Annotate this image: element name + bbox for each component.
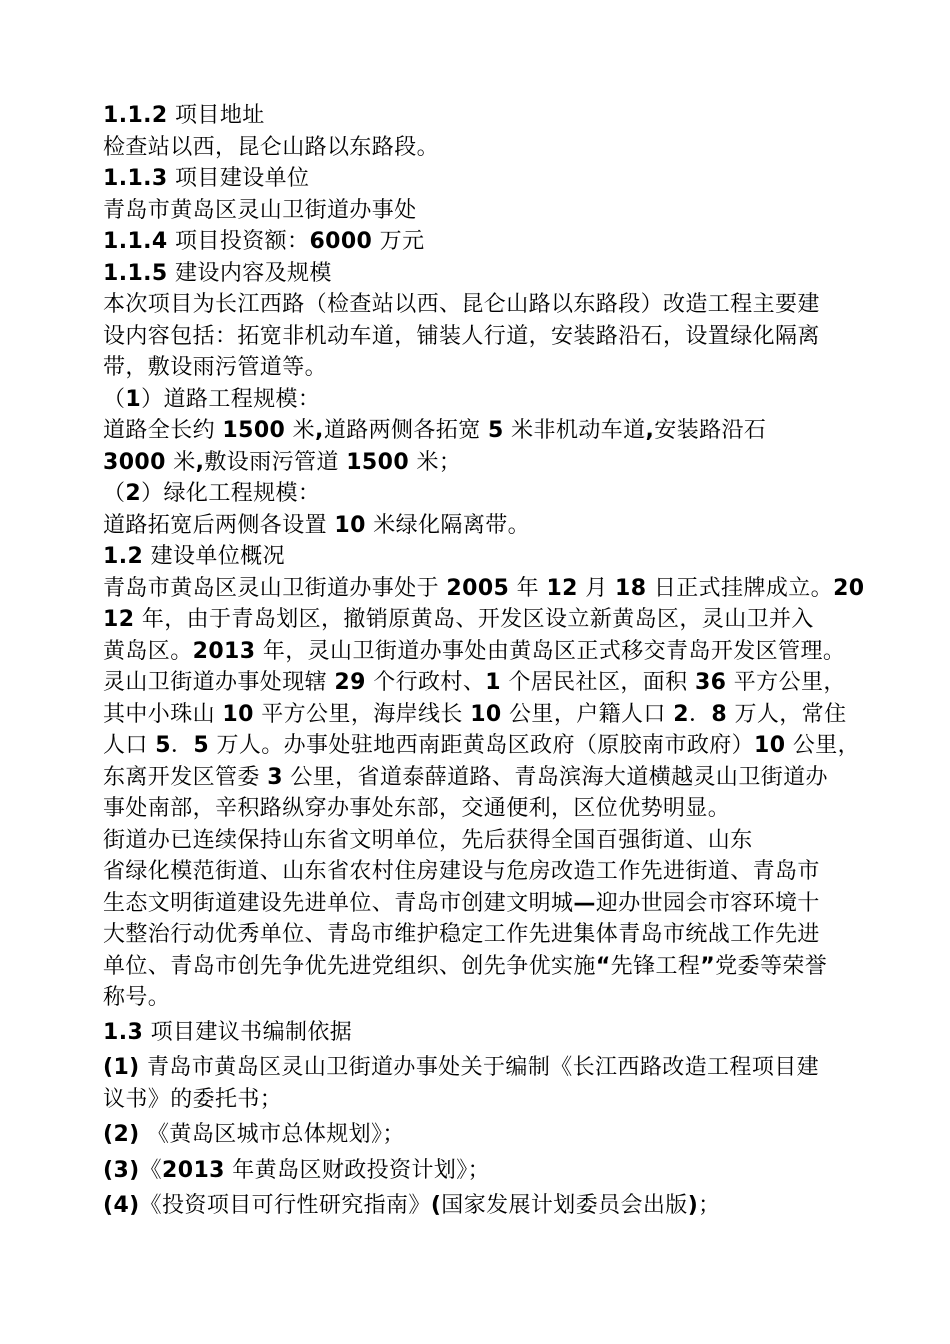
reference-item-2: (2) 《黄岛区城市总体规划》； [103,1122,405,1147]
body-line: 黄岛区。2013 年，灵山卫街道办事处由黄岛区正式移交青岛开发区管理。 [103,638,846,664]
subheading-greening: （2）绿化工程规模： [103,481,321,506]
body-line: 单位、青岛市创先争优先进党组织、创先争优实施“先锋工程”党委等荣誉 [103,953,828,979]
body-line: 青岛市黄岛区灵山卫街道办事处 [103,197,417,223]
body-line: 3000 米,敷设雨污管道 1500 米； [103,449,462,475]
body-line: 事处南部，辛积路纵穿办事处东部，交通便利，区位优势明显。 [103,796,731,821]
body-line: 大整治行动优秀单位、青岛市维护稳定工作先进集体青岛市统战工作先进 [103,922,820,947]
heading-1-1-4: 1.1.4 项目投资额：6000 万元 [103,229,425,254]
heading-1-1-3: 1.1.3 项目建设单位 [103,166,310,191]
body-line: 街道办已连续保持山东省文明单位，先后获得全国百强街道、山东 [103,827,753,853]
body-line: 检查站以西，昆仑山路以东路段。 [103,134,440,160]
body-line: 道路全长约 1500 米,道路两侧各拓宽 5 米非机动车道,安装路沿石 [103,418,767,443]
heading-1-1-5: 1.1.5 建设内容及规模 [103,260,332,286]
body-line: 灵山卫街道办事处现辖 29 个行政村、1 个居民社区，面积 36 平方公里， [103,670,846,695]
heading-1-2: 1.2 建设单位概况 [103,544,285,569]
body-line: 人口 5．5 万人。办事处驻地西南距黄岛区政府（原胶南市政府）10 公里， [103,733,861,758]
body-line: 生态文明街道建设先进单位、青岛市创建文明城—迎办世园会市容环境十 [103,890,820,916]
body-line: 其中小珠山 10 平方公里，海岸线长 10 公里，户籍人口 2．8 万人，常住 [103,701,847,727]
body-line: 省绿化模范街道、山东省农村住房建设与危房改造工作先进街道、青岛市 [103,859,820,884]
subheading-road: （1）道路工程规模： [103,386,321,412]
body-line: 称号。 [103,985,171,1010]
body-line: 设内容包括：拓宽非机动车道，铺装人行道，安装路沿石，设置绿化隔离 [103,323,820,349]
body-line: 道路拓宽后两侧各设置 10 米绿化隔离带。 [103,512,531,538]
body-line: 12 年，由于青岛划区，撤销原黄岛、开发区设立新黄岛区，灵山卫并入 [103,607,814,632]
reference-item-1-cont: 议书》的委托书； [103,1086,283,1112]
reference-item-3: (3)《2013 年黄岛区财政投资计划》； [103,1157,491,1183]
reference-item-4: (4)《投资项目可行性研究指南》(国家发展计划委员会出版)； [103,1193,721,1218]
reference-item-1: (1) 青岛市黄岛区灵山卫街道办事处关于编制《长江西路改造工程项目建 [103,1055,820,1080]
heading-1-1-2: 1.1.2 项目地址 [103,103,265,128]
document-page [103,100,863,1222]
body-line: 带，敷设雨污管道等。 [103,355,328,380]
body-line: 青岛市黄岛区灵山卫街道办事处于 2005 年 12 月 18 日正式挂牌成立。20 [103,575,865,601]
heading-1-3: 1.3 项目建议书编制依据 [103,1019,353,1045]
body-line: 本次项目为长江西路（检查站以西、昆仑山路以东路段）改造工程主要建 [103,292,820,317]
body-line: 东离开发区管委 3 公里，省道泰薛道路、青岛滨海大道横越灵山卫街道办 [103,764,828,790]
